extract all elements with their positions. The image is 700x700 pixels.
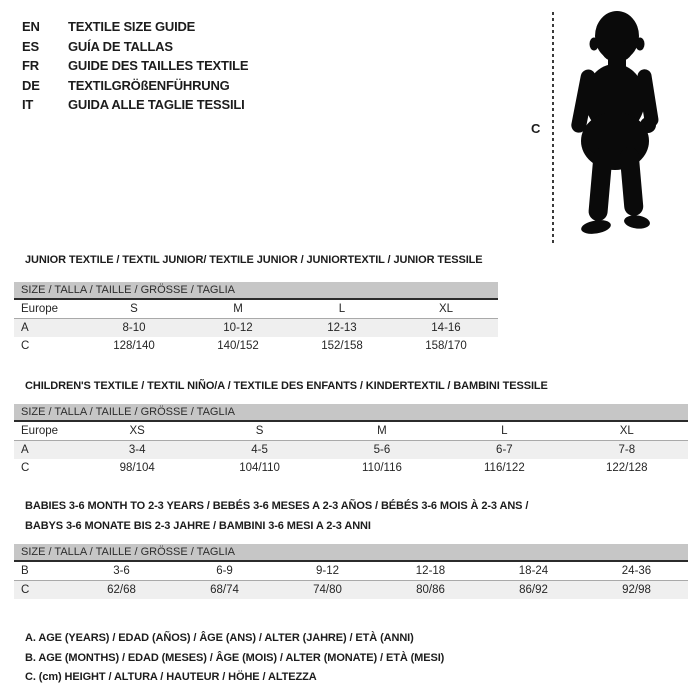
table-title-line: BABYS 3-6 MONATE BIS 2-3 JAHRE / BAMBINI 3-6 MESI A 2-3 ANNI [25,520,371,532]
table-title [25,250,498,270]
language-code: DE [22,77,40,93]
size-cell: 12-13 [327,322,357,334]
footnote-line: C. (cm) HEIGHT / ALTURA / HAUTEUR / HÖHE / ALTEZZA [25,671,317,683]
language-row [22,37,248,57]
language-row [22,76,248,96]
size-cell: 122/128 [605,462,648,474]
height-measure-label: C [531,121,541,136]
language-title-list [22,17,248,115]
size-header-bar: SIZE / TALLA / TAILLE / GRÖSSE / TAGLIA [14,404,688,422]
junior-textile-section [14,250,498,355]
size-cell: 12-18 [415,565,446,577]
size-cell: 9-12 [315,565,340,577]
table-title-line: JUNIOR TEXTILE / TEXTIL JUNIOR/ TEXTILE JUNIOR / JUNIORTEXTIL / JUNIOR TESSILE [25,254,483,266]
language-code: ES [22,38,39,54]
table-row [14,319,498,338]
guide-title-text: GUIDA ALLE TAGLIE TESSILI [68,97,245,112]
size-cell: 18-24 [518,565,549,577]
size-cell: 110/116 [362,462,402,474]
table-row [14,337,498,355]
size-cell: 104/110 [239,462,280,474]
language-code: FR [22,58,39,73]
size-header-bar: SIZE / TALLA / TAILLE / GRÖSSE / TAGLIA [14,282,498,300]
table-row [14,441,688,460]
size-cell: S [130,303,138,315]
size-cell: 6-9 [216,565,233,577]
size-cell: M [377,425,387,437]
language-row [22,95,248,115]
size-cell: 68/74 [210,584,239,596]
size-cell: 3-6 [113,565,130,577]
language-row [22,17,248,37]
row-label: A [21,444,29,456]
row-label: C [21,584,30,596]
guide-title-text: GUÍA DE TALLAS [68,38,173,54]
size-header-bar: SIZE / TALLA / TAILLE / GRÖSSE / TAGLIA [14,544,688,562]
row-label: Europe [21,425,59,437]
children-textile-section [14,376,688,477]
size-cell: 10-12 [223,322,253,334]
row-label: B [21,565,29,577]
table-title-line: CHILDREN'S TEXTILE / TEXTIL NIÑO/A / TEXTILE DES ENFANTS / KINDERTEXTIL / BAMBINI TESSILE [25,380,548,392]
size-cell: 128/140 [113,340,155,352]
table-row [14,562,688,581]
table-row [14,459,688,477]
table-title [25,376,688,396]
language-row [22,56,248,76]
size-cell: 158/170 [425,340,467,352]
size-cell: M [233,303,243,315]
size-cell: 92/98 [622,584,651,596]
table-row [14,300,498,319]
toddler-silhouette-icon [560,9,666,241]
size-cell: 86/92 [519,584,548,596]
size-cell: 140/152 [217,340,259,352]
table-row [14,581,688,600]
junior-size-table [14,300,498,355]
guide-title-text: TEXTILGRÖßENFÜHRUNG [68,77,230,93]
size-cell: 14-16 [431,322,461,334]
table-row [14,422,688,441]
size-cell: 62/68 [107,584,136,596]
size-cell: XL [438,303,454,315]
guide-title-text: TEXTILE SIZE GUIDE [68,19,196,34]
row-label: C [21,462,30,474]
footnote-list [25,629,444,688]
guide-title-text: GUIDE DES TAILLES TEXTILE [68,58,249,73]
row-label: C [21,340,30,352]
size-cell: 8-10 [122,322,146,334]
size-cell: 116/122 [484,462,525,474]
table-title-line: BABIES 3-6 MONTH TO 2-3 YEARS / BEBÉS 3-6 MESES A 2-3 AÑOS / BÉBÉS 3-6 MOIS À 2-3 ANS / [25,500,529,512]
size-cell: 7-8 [618,444,636,456]
row-label: Europe [21,303,59,315]
size-cell: 80/86 [416,584,445,596]
language-code: IT [22,97,34,112]
size-cell: XL [619,425,634,437]
babies-size-table [14,562,688,599]
size-cell: L [338,303,346,315]
size-cell: 98/104 [119,462,155,474]
children-size-table [14,422,688,477]
babies-textile-section [14,496,688,599]
size-cell: 3-4 [128,444,146,456]
size-cell: S [255,425,264,437]
row-label: A [21,322,29,334]
language-code: EN [22,19,40,34]
footnote-line: B. AGE (MONTHS) / EDAD (MESES) / ÂGE (MOIS) / ALTER (MONATE) / ETÀ (MESI) [25,651,445,664]
size-cell: 4-5 [251,444,268,456]
size-cell: L [501,425,508,437]
size-cell: 74/80 [313,584,342,596]
height-dashed-line [552,12,554,245]
table-title [25,496,688,536]
footnote-line: A. AGE (YEARS) / EDAD (AÑOS) / ÂGE (ANS) / ALTER (JAHRE) / ETÀ (ANNI) [25,632,414,644]
size-cell: 152/158 [321,340,363,352]
size-cell: 6-7 [496,444,513,456]
size-cell: 24-36 [621,565,652,577]
size-cell: 5-6 [373,444,391,456]
size-cell: XS [129,425,145,437]
